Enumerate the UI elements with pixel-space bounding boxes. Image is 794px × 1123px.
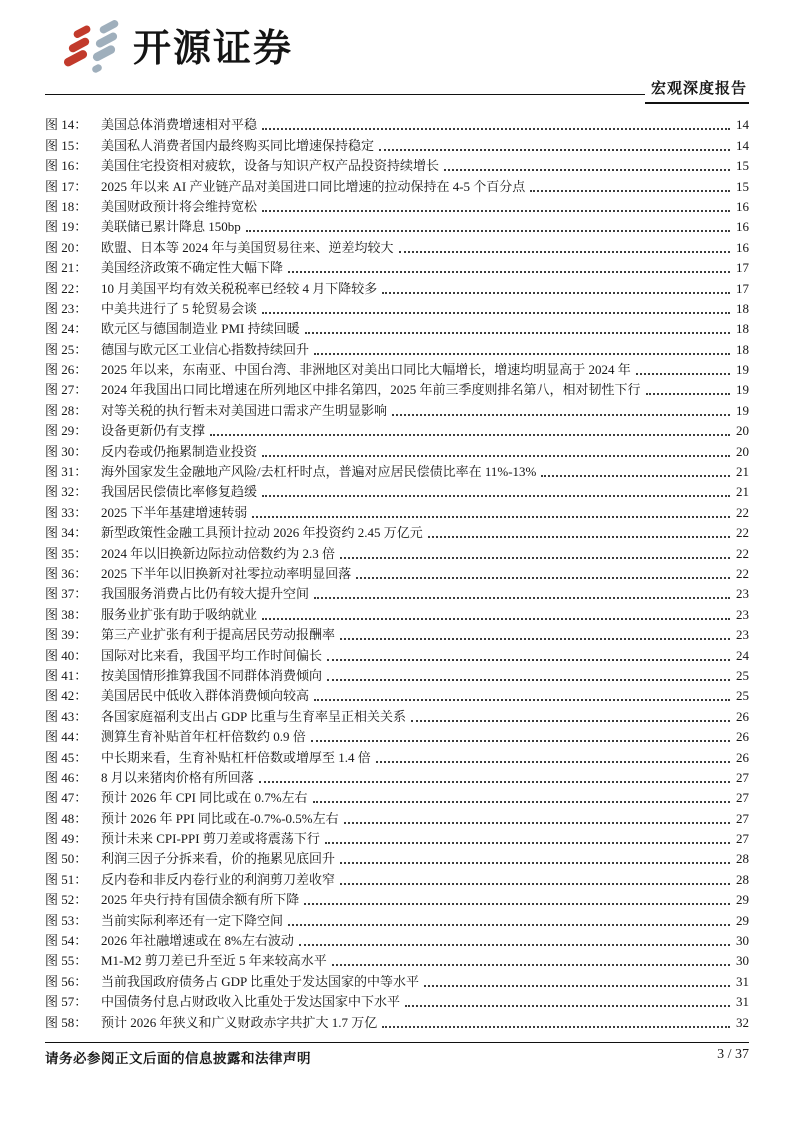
figure-page-number: 21: [736, 464, 749, 480]
dot-leader: [344, 822, 730, 824]
figure-toc-list: [45, 113, 749, 1031]
figure-label: 图 47：: [45, 790, 88, 806]
figure-label: 图 54：: [45, 933, 88, 949]
figure-label: 图 56：: [45, 973, 88, 989]
dot-leader: [636, 373, 730, 375]
figure-label: 图 36：: [45, 565, 88, 581]
toc-entry[interactable]: [45, 378, 749, 398]
figure-page-number: 30: [736, 933, 749, 949]
figure-title: 预计 2026 年 PPI 同比或在-0.7%-0.5%左右: [101, 810, 339, 826]
toc-entry[interactable]: [45, 235, 749, 255]
dot-leader: [399, 251, 730, 253]
dot-leader: [259, 781, 730, 783]
dot-leader: [340, 638, 730, 640]
figure-label: 图 48：: [45, 810, 88, 826]
dot-leader: [210, 434, 730, 436]
figure-title: 2025 年以来，东南亚、中国台湾、非洲地区对美出口同比大幅增长，增速均明显高于 2024 年: [101, 362, 631, 378]
brand-logo-icon: [57, 20, 127, 78]
footer-disclaimer: 请务必参阅正文后面的信息披露和法律声明: [45, 1051, 311, 1066]
header-divider: [45, 94, 645, 95]
page-footer: [45, 1042, 749, 1067]
dot-leader: [444, 169, 730, 171]
dot-leader: [252, 516, 730, 518]
figure-title: 欧元区与德国制造业 PMI 持续回暖: [101, 321, 300, 337]
figure-page-number: 22: [736, 504, 749, 520]
figure-page-number: 21: [736, 484, 749, 500]
dot-leader: [332, 964, 730, 966]
toc-entry[interactable]: [45, 725, 749, 745]
figure-title: 设备更新仍有支撑: [101, 423, 206, 439]
figure-title: 美国私人消费者国内最终购买同比增速保持稳定: [101, 137, 375, 153]
figure-page-number: 14: [736, 137, 749, 153]
figure-title: 国际对比来看，我国平均工作时间偏长: [101, 647, 323, 663]
figure-title: 美国居民中低收入群体消费倾向较高: [101, 688, 310, 704]
figure-label: 图 14：: [45, 117, 88, 133]
dot-leader: [382, 1026, 730, 1028]
figure-page-number: 16: [736, 219, 749, 235]
figure-page-number: 23: [736, 627, 749, 643]
figure-title: 2025 下半年基建增速转弱: [101, 504, 248, 520]
figure-title: M1-M2 剪刀差已升至近 5 年来较高水平: [101, 953, 327, 969]
figure-title: 海外国家发生金融地产风险/去杠杆时点，普遍对应居民偿债比率在 11%-13%: [101, 464, 537, 480]
figure-label: 图 50：: [45, 851, 88, 867]
toc-entry[interactable]: [45, 541, 749, 561]
toc-entry[interactable]: [45, 358, 749, 378]
figure-label: 图 37：: [45, 586, 88, 602]
figure-title: 各国家庭福利支出占 GDP 比重与生育率呈正相关关系: [101, 708, 407, 724]
toc-entry[interactable]: [45, 745, 749, 765]
figure-title: 当前我国政府债务占 GDP 比重处于发达国家的中等水平: [101, 973, 420, 989]
figure-page-number: 14: [736, 117, 749, 133]
figure-label: 图 22：: [45, 280, 88, 296]
figure-title: 利润三因子分拆来看，价的拖累见底回升: [101, 851, 336, 867]
toc-entry[interactable]: [45, 521, 749, 541]
toc-entry[interactable]: [45, 337, 749, 357]
toc-entry[interactable]: [45, 256, 749, 276]
toc-entry[interactable]: [45, 949, 749, 969]
toc-entry[interactable]: [45, 929, 749, 949]
figure-title: 2026 年社融增速或在 8%左右波动: [101, 933, 294, 949]
dot-leader: [327, 679, 730, 681]
figure-title: 第三产业扩张有利于提高居民劳动报酬率: [101, 627, 336, 643]
figure-title: 当前实际利率还有一定下降空间: [101, 912, 284, 928]
figure-label: 图 57：: [45, 994, 88, 1010]
dot-leader: [376, 761, 730, 763]
dot-leader: [313, 801, 730, 803]
figure-page-number: 23: [736, 586, 749, 602]
toc-entry[interactable]: [45, 643, 749, 663]
figure-label: 图 34：: [45, 525, 88, 541]
figure-page-number: 27: [736, 790, 749, 806]
dot-leader: [314, 353, 730, 355]
figure-title: 美国经济政策不确定性大幅下降: [101, 260, 284, 276]
figure-page-number: 28: [736, 871, 749, 887]
figure-page-number: 18: [736, 341, 749, 357]
figure-label: 图 38：: [45, 606, 88, 622]
figure-label: 图 35：: [45, 545, 88, 561]
figure-title: 2025 年以来 AI 产业链产品对美国进口同比增速的拉动保持在 4-5 个百分点: [101, 178, 526, 194]
figure-page-number: 32: [736, 1014, 749, 1030]
toc-entry[interactable]: [45, 766, 749, 786]
page-header: [57, 20, 749, 78]
header-rule: [45, 80, 749, 104]
report-type-label: 宏观深度报告: [645, 80, 749, 104]
dot-leader: [405, 1005, 730, 1007]
dot-leader: [325, 842, 730, 844]
figure-title: 预计未来 CPI-PPI 剪刀差或将震荡下行: [101, 831, 320, 847]
page-indicator: 3 / 37: [717, 1047, 749, 1062]
dot-leader: [541, 475, 730, 477]
figure-title: 预计 2026 年 CPI 同比或在 0.7%左右: [101, 790, 308, 806]
toc-entry[interactable]: [45, 827, 749, 847]
toc-entry[interactable]: [45, 480, 749, 500]
toc-entry[interactable]: [45, 806, 749, 826]
figure-label: 图 46：: [45, 769, 88, 785]
figure-title: 预计 2026 年狭义和广义财政赤字共扩大 1.7 万亿: [101, 1014, 378, 1030]
dot-leader: [428, 536, 730, 538]
figure-title: 2024 年我国出口同比增速在所列地区中排名第四，2025 年前三季度则排名第八，相对韧性下行: [101, 382, 641, 398]
figure-title: 中国债务付息占财政收入比重处于发达国家中下水平: [101, 994, 401, 1010]
toc-entry[interactable]: [45, 419, 749, 439]
figure-page-number: 19: [736, 402, 749, 418]
dot-leader: [382, 292, 730, 294]
figure-label: 图 17：: [45, 178, 88, 194]
figure-label: 图 45：: [45, 749, 88, 765]
toc-entry[interactable]: [45, 174, 749, 194]
dot-leader: [411, 720, 730, 722]
toc-entry[interactable]: [45, 154, 749, 174]
figure-page-number: 22: [736, 545, 749, 561]
toc-entry[interactable]: [45, 704, 749, 724]
figure-page-number: 18: [736, 300, 749, 316]
figure-label: 图 41：: [45, 667, 88, 683]
dot-leader: [340, 557, 730, 559]
figure-label: 图 49：: [45, 831, 88, 847]
toc-entry[interactable]: [45, 664, 749, 684]
figure-title: 美国财政预计将会维持宽松: [101, 198, 258, 214]
dot-leader: [262, 312, 730, 314]
figure-page-number: 26: [736, 729, 749, 745]
figure-page-number: 24: [736, 647, 749, 663]
toc-entry[interactable]: [45, 133, 749, 153]
toc-entry[interactable]: [45, 195, 749, 215]
toc-entry[interactable]: [45, 684, 749, 704]
dot-leader: [299, 944, 730, 946]
figure-page-number: 18: [736, 321, 749, 337]
figure-page-number: 25: [736, 667, 749, 683]
figure-label: 图 20：: [45, 239, 88, 255]
toc-entry[interactable]: [45, 847, 749, 867]
dot-leader: [392, 414, 730, 416]
figure-title: 我国服务消费占比仍有较大提升空间: [101, 586, 310, 602]
figure-title: 中美共进行了 5 轮贸易会谈: [101, 300, 258, 316]
dot-leader: [314, 699, 730, 701]
figure-title: 我国居民偿债比率修复趋缓: [101, 484, 258, 500]
figure-page-number: 26: [736, 708, 749, 724]
toc-entry[interactable]: [45, 1010, 749, 1030]
toc-entry[interactable]: [45, 562, 749, 582]
figure-title: 服务业扩张有助于吸纳就业: [101, 606, 258, 622]
figure-label: 图 30：: [45, 443, 88, 459]
dot-leader: [356, 577, 730, 579]
figure-label: 图 23：: [45, 300, 88, 316]
dot-leader: [262, 455, 730, 457]
figure-page-number: 16: [736, 198, 749, 214]
figure-page-number: 22: [736, 565, 749, 581]
figure-label: 图 58：: [45, 1014, 88, 1030]
figure-label: 图 15：: [45, 137, 88, 153]
toc-entry[interactable]: [45, 500, 749, 520]
figure-page-number: 15: [736, 158, 749, 174]
dot-leader: [288, 924, 730, 926]
figure-title: 美联储已累计降息 150bp: [101, 219, 241, 235]
figure-page-number: 19: [736, 362, 749, 378]
dot-leader: [646, 393, 730, 395]
figure-page-number: 26: [736, 749, 749, 765]
figure-page-number: 20: [736, 443, 749, 459]
dot-leader: [305, 332, 730, 334]
figure-page-number: 23: [736, 606, 749, 622]
figure-title: 反内卷和非反内卷行业的利润剪刀差收窄: [101, 871, 336, 887]
dot-leader: [246, 230, 730, 232]
figure-page-number: 17: [736, 260, 749, 276]
figure-label: 图 24：: [45, 321, 88, 337]
toc-entry[interactable]: [45, 317, 749, 337]
dot-leader: [288, 271, 730, 273]
figure-title: 测算生育补贴首年杠杆倍数约 0.9 倍: [101, 729, 306, 745]
figure-label: 图 39：: [45, 627, 88, 643]
figure-page-number: 16: [736, 239, 749, 255]
dot-leader: [379, 149, 730, 151]
dot-leader: [530, 190, 730, 192]
figure-label: 图 28：: [45, 402, 88, 418]
figure-page-number: 31: [736, 994, 749, 1010]
figure-label: 图 31：: [45, 464, 88, 480]
figure-label: 图 18：: [45, 198, 88, 214]
figure-title: 欧盟、日本等 2024 年与美国贸易往来、逆差均较大: [101, 239, 394, 255]
figure-label: 图 19：: [45, 219, 88, 235]
figure-page-number: 29: [736, 892, 749, 908]
figure-title: 2024 年以旧换新边际拉动倍数约为 2.3 倍: [101, 545, 336, 561]
figure-page-number: 19: [736, 382, 749, 398]
logo-red-mark: [62, 24, 91, 68]
figure-title: 中长期来看，生育补贴杠杆倍数或增厚至 1.4 倍: [101, 749, 371, 765]
toc-entry[interactable]: [45, 582, 749, 602]
figure-label: 图 43：: [45, 708, 88, 724]
dot-leader: [424, 985, 730, 987]
toc-entry[interactable]: [45, 602, 749, 622]
toc-entry[interactable]: [45, 969, 749, 989]
toc-entry[interactable]: [45, 113, 749, 133]
toc-entry[interactable]: [45, 990, 749, 1010]
dot-leader: [340, 862, 730, 864]
figure-page-number: 29: [736, 912, 749, 928]
figure-label: 图 16：: [45, 158, 88, 174]
figure-label: 图 42：: [45, 688, 88, 704]
toc-entry[interactable]: [45, 460, 749, 480]
figure-title: 美国总体消费增速相对平稳: [101, 117, 258, 133]
logo-gray-mark: [91, 20, 120, 74]
figure-label: 图 32：: [45, 484, 88, 500]
figure-label: 图 51：: [45, 871, 88, 887]
figure-title: 2025 年央行持有国债余额有所下降: [101, 892, 300, 908]
figure-page-number: 20: [736, 423, 749, 439]
figure-title: 德国与欧元区工业信心指数持续回升: [101, 341, 310, 357]
dot-leader: [304, 903, 730, 905]
figure-label: 图 33：: [45, 504, 88, 520]
toc-entry[interactable]: [45, 398, 749, 418]
toc-entry[interactable]: [45, 867, 749, 887]
figure-label: 图 55：: [45, 953, 88, 969]
figure-page-number: 25: [736, 688, 749, 704]
figure-label: 图 52：: [45, 892, 88, 908]
toc-entry[interactable]: [45, 439, 749, 459]
figure-title: 美国住宅投资相对疲软，设备与知识产权产品投资持续增长: [101, 158, 440, 174]
figure-title: 对等关税的执行暂未对美国进口需求产生明显影响: [101, 402, 388, 418]
figure-page-number: 22: [736, 525, 749, 541]
figure-page-number: 27: [736, 769, 749, 785]
toc-entry[interactable]: [45, 215, 749, 235]
dot-leader: [327, 659, 730, 661]
figure-label: 图 53：: [45, 912, 88, 928]
figure-page-number: 27: [736, 810, 749, 826]
figure-label: 图 25：: [45, 341, 88, 357]
brand-name: 开源证券: [133, 28, 294, 70]
figure-title: 10 月美国平均有效关税税率已经较 4 月下降较多: [101, 280, 378, 296]
figure-label: 图 44：: [45, 729, 88, 745]
figure-page-number: 15: [736, 178, 749, 194]
figure-label: 图 40：: [45, 647, 88, 663]
dot-leader: [262, 210, 730, 212]
figure-page-number: 30: [736, 953, 749, 969]
toc-entry[interactable]: [45, 297, 749, 317]
dot-leader: [311, 740, 730, 742]
dot-leader: [314, 597, 730, 599]
dot-leader: [262, 128, 730, 130]
figure-title: 新型政策性金融工具预计拉动 2026 年投资约 2.45 万亿元: [101, 525, 423, 541]
figure-label: 图 21：: [45, 260, 88, 276]
dot-leader: [262, 618, 730, 620]
figure-page-number: 17: [736, 280, 749, 296]
toc-entry[interactable]: [45, 786, 749, 806]
toc-entry[interactable]: [45, 276, 749, 296]
figure-title: 2025 下半年以旧换新对社零拉动率明显回落: [101, 565, 352, 581]
figure-page-number: 27: [736, 831, 749, 847]
figure-title: 8 月以来猪肉价格有所回落: [101, 769, 254, 785]
dot-leader: [340, 883, 730, 885]
toc-entry[interactable]: [45, 623, 749, 643]
toc-entry[interactable]: [45, 908, 749, 928]
figure-label: 图 27：: [45, 382, 88, 398]
figure-title: 按美国情形推算我国不同群体消费倾向: [101, 667, 323, 683]
figure-page-number: 31: [736, 973, 749, 989]
dot-leader: [262, 495, 730, 497]
figure-label: 图 29：: [45, 423, 88, 439]
toc-entry[interactable]: [45, 888, 749, 908]
figure-label: 图 26：: [45, 362, 88, 378]
figure-page-number: 28: [736, 851, 749, 867]
figure-title: 反内卷或仍拖累制造业投资: [101, 443, 258, 459]
